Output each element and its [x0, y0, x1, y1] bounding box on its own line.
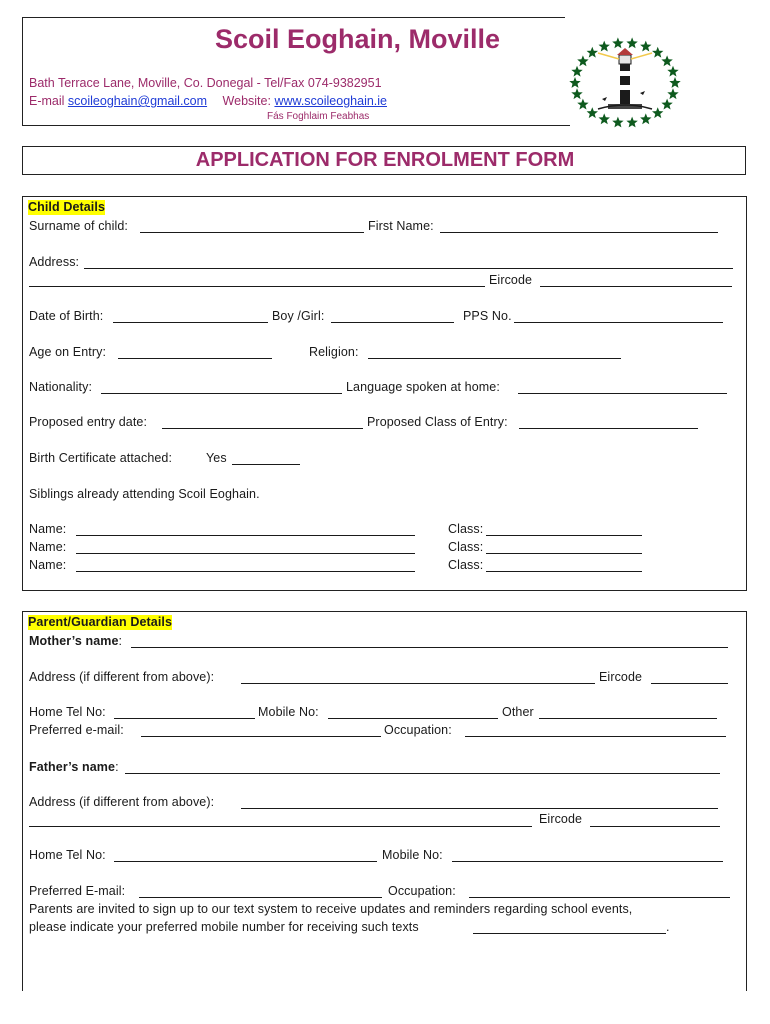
first-name-field[interactable]	[440, 232, 718, 233]
sibling-name-label-3: Name:	[29, 558, 67, 572]
mothers-name-field[interactable]	[131, 647, 728, 648]
surname-label: Surname of child:	[29, 219, 128, 233]
father-address-field-2[interactable]	[29, 826, 532, 827]
father-mobile-field[interactable]	[452, 861, 723, 862]
age-label: Age on Entry:	[29, 345, 107, 359]
wreath-star	[667, 66, 678, 77]
eircode-label: Eircode	[489, 273, 533, 287]
nationality-field[interactable]	[101, 393, 342, 394]
mother-email-label: Preferred e-mail:	[29, 723, 124, 737]
wreath-star	[612, 37, 623, 48]
wreath-star	[640, 41, 651, 52]
text-system-info-1: Parents are invited to sign up to our text system to receive updates and reminders regarding school events,	[29, 902, 633, 916]
wreath-star	[587, 107, 598, 118]
text-system-info-2: please indicate your preferred mobile number for receiving such texts	[29, 920, 419, 934]
header-left-rule	[22, 17, 23, 126]
mother-occupation-label: Occupation:	[384, 723, 452, 737]
birth-cert-label: Birth Certificate attached:	[29, 451, 173, 465]
father-mobile-label: Mobile No:	[382, 848, 443, 862]
wreath-star	[669, 77, 680, 88]
birth-cert-yes-label: Yes	[206, 451, 227, 465]
child-section-title: Child Details	[28, 200, 106, 214]
wreath-star	[587, 47, 598, 58]
age-field[interactable]	[118, 358, 272, 359]
entry-date-field[interactable]	[162, 428, 363, 429]
sibling-name-label-2: Name:	[29, 540, 67, 554]
sibling-class-label-3: Class:	[448, 558, 484, 572]
school-address: Bath Terrace Lane, Moville, Co. Donegal - Tel/Fax 074-9382951	[29, 76, 382, 90]
mother-eircode-label: Eircode	[599, 670, 643, 684]
wreath-star	[626, 117, 637, 128]
first-name-label: First Name:	[368, 219, 434, 233]
wreath-star	[571, 66, 582, 77]
email-label: E-mail	[29, 94, 65, 108]
sibling-name-field-3[interactable]	[76, 571, 415, 572]
entry-date-label: Proposed entry date:	[29, 415, 148, 429]
wreath-star	[661, 99, 672, 110]
address-field-1[interactable]	[84, 268, 733, 269]
sibling-class-field-1[interactable]	[486, 535, 642, 536]
father-email-label: Preferred E-mail:	[29, 884, 126, 898]
eircode-field[interactable]	[540, 286, 732, 287]
boy-girl-label: Boy /Girl:	[272, 309, 325, 323]
nationality-label: Nationality:	[29, 380, 93, 394]
surname-field[interactable]	[140, 232, 364, 233]
mother-other-field[interactable]	[539, 718, 717, 719]
wreath-star	[640, 113, 651, 124]
wreath-star	[571, 88, 582, 99]
entry-class-label: Proposed Class of Entry:	[367, 415, 508, 429]
website-label: Website:	[222, 94, 271, 108]
sibling-class-label-2: Class:	[448, 540, 484, 554]
sibling-name-field-2[interactable]	[76, 553, 415, 554]
text-mobile-field[interactable]	[473, 933, 666, 934]
boy-girl-field[interactable]	[331, 322, 454, 323]
mother-home-tel-label: Home Tel No:	[29, 705, 106, 719]
mothers-name-label	[29, 634, 122, 649]
mother-mobile-field[interactable]	[328, 718, 498, 719]
fathers-name-field[interactable]	[125, 773, 720, 774]
school-contact	[29, 94, 387, 108]
religion-label: Religion:	[309, 345, 359, 359]
mother-home-tel-field[interactable]	[114, 718, 255, 719]
address-field-2[interactable]	[29, 286, 485, 287]
siblings-label: Siblings already attending Scoil Eoghain.	[29, 487, 260, 501]
mother-other-label: Other	[502, 705, 534, 719]
mother-address-label: Address (if different from above):	[29, 670, 215, 684]
mother-mobile-label: Mobile No:	[258, 705, 319, 719]
header-bottom-rule	[22, 125, 570, 126]
wreath-star	[667, 88, 678, 99]
wreath-star	[661, 55, 672, 66]
father-eircode-label: Eircode	[539, 812, 583, 826]
parent-section-title: Parent/Guardian Details	[28, 615, 173, 629]
mothers-name-text: Mother’s name	[29, 634, 119, 648]
lighthouse-wreath-logo	[562, 35, 688, 131]
sibling-class-field-3[interactable]	[486, 571, 642, 572]
form-title: APPLICATION FOR ENROLMENT FORM	[195, 149, 575, 171]
father-eircode-field[interactable]	[590, 826, 720, 827]
wreath-star	[652, 107, 663, 118]
wreath-star	[626, 37, 637, 48]
wreath-star	[599, 41, 610, 52]
header-top-rule	[22, 17, 565, 18]
wreath-star	[652, 47, 663, 58]
wreath-star	[577, 55, 588, 66]
sibling-class-label-1: Class:	[448, 522, 484, 536]
website-link[interactable]: www.scoileoghain.ie	[274, 94, 387, 108]
dob-field[interactable]	[113, 322, 268, 323]
father-home-tel-label: Home Tel No:	[29, 848, 106, 862]
entry-class-field[interactable]	[519, 428, 698, 429]
wreath-star	[612, 117, 623, 128]
fathers-name-colon: :	[115, 760, 119, 774]
pps-label: PPS No.	[463, 309, 512, 323]
sibling-name-field-1[interactable]	[76, 535, 415, 536]
wreath-star	[599, 113, 610, 124]
text-system-period: .	[666, 920, 670, 934]
mother-eircode-field[interactable]	[651, 683, 728, 684]
parent-box-top	[22, 611, 747, 612]
school-name: Scoil Eoghain, Moville	[215, 24, 501, 54]
father-occupation-field[interactable]	[469, 897, 730, 898]
address-label: Address:	[29, 255, 80, 269]
dob-label: Date of Birth:	[29, 309, 104, 323]
father-occupation-label: Occupation:	[388, 884, 456, 898]
sibling-name-label-1: Name:	[29, 522, 67, 536]
parent-box-right	[746, 611, 747, 991]
language-label: Language spoken at home:	[346, 380, 500, 394]
fathers-name-label	[29, 760, 119, 775]
sibling-class-field-2[interactable]	[486, 553, 642, 554]
mother-occupation-field[interactable]	[465, 736, 726, 737]
father-address-label: Address (if different from above):	[29, 795, 215, 809]
father-address-field-1[interactable]	[241, 808, 718, 809]
school-motto: Fás Foghlaim Feabhas	[267, 111, 370, 122]
mother-email-field[interactable]	[141, 736, 381, 737]
mother-address-field[interactable]	[241, 683, 595, 684]
email-link[interactable]: scoileoghain@gmail.com	[67, 94, 208, 108]
wreath-star	[577, 99, 588, 110]
religion-field[interactable]	[368, 358, 621, 359]
birth-cert-yes-field[interactable]	[232, 464, 300, 465]
fathers-name-text: Father’s name	[29, 760, 116, 774]
parent-box-left	[22, 611, 23, 991]
language-field[interactable]	[518, 393, 727, 394]
father-home-tel-field[interactable]	[114, 861, 377, 862]
father-email-field[interactable]	[139, 897, 382, 898]
wreath-star	[569, 77, 580, 88]
mothers-name-colon: :	[118, 634, 123, 648]
pps-field[interactable]	[514, 322, 723, 323]
